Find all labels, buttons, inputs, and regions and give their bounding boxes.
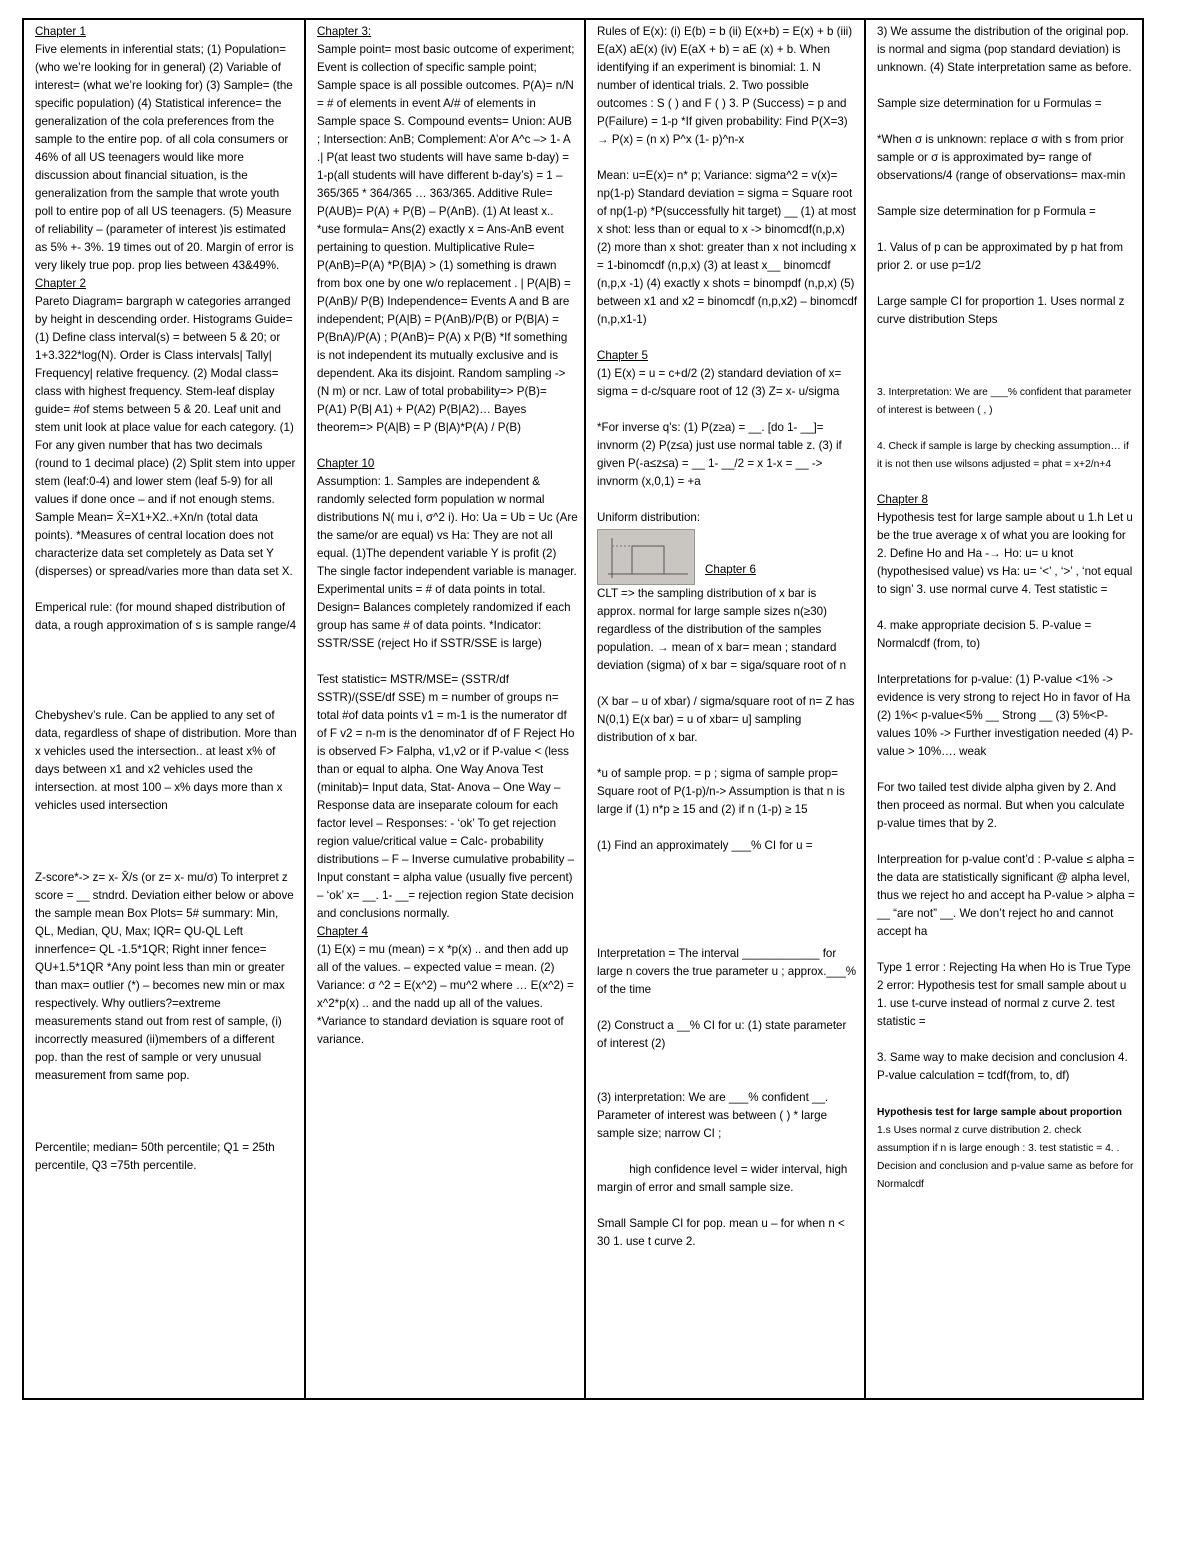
- hypothesis-proportion-title: Hypothesis test for large sample about proportion: [877, 1107, 1122, 1118]
- chapter-4-title: Chapter 4: [317, 925, 368, 938]
- rules-of-expectation: Rules of E(x): (i) E(b) = b (ii) E(x+b) = E(x) + b (iii) E(aX) aE(x) (iv) E(aX + b) = aE (x) + b. When identifying if an experiment is binomial: 1. N number of identical trials. 2. Two possible outcomes : S ( ) and F ( ) 3. P (Success) = p and P(Failure) = 1-p *If given probability: Find P(X=3) → P(x) = (n x) P^x (1- p)^n-x: [597, 25, 856, 146]
- chapter-4-body: (1) E(x) = mu (mean) = x *p(x) .. and then add up all of the values. – expected value = mean. (2) Variance: σ ^2 = E(x^2) – mu^2 where … E(x^2) = x^2*p(x) .. and the nadd up all of the values. *Variance to standard deviation is square root of variance.: [317, 943, 578, 1046]
- large-sample-ci-proportion: Large sample CI for proportion 1. Uses normal z curve distribution Steps: [877, 295, 1128, 326]
- chapter-5-title: Chapter 5: [597, 349, 648, 362]
- high-confidence-note: high confidence level = wider interval, high margin of error and small sample size.: [597, 1163, 851, 1194]
- sigma-unknown: *When σ is unknown: replace σ with s from prior sample or σ is approximated by= range of observations/4 (range of observations= max-min: [877, 133, 1128, 182]
- chapter-8-body: Hypothesis test for large sample about u 1.h Let u be the true average x of what you are looking for 2. Define Ho and Ha -→ Ho: u= u knot (hypothesised value) vs Ha: u= ‘<’ , ‘>’ , ‘not equal to sign’ 3. use normal curve 4. Test statistic =: [877, 511, 1137, 596]
- percentile-section: Percentile; median= 50th percentile; Q1 = 25th percentile, Q3 =75th percentile.: [35, 1141, 278, 1172]
- p-value-interpretations: Interpretations for p-value: (1) P-value <1% -> evidence is very strong to reject Ho in favor of Ha (2) 1%< p-value<5% __ Strong __ (3) 5%<P-values 10% -> Further investigation needed (4) P-value > 10%…. weak: [877, 673, 1134, 758]
- column-3: [586, 20, 866, 1398]
- uniform-distribution-label: Uniform distribution:: [597, 511, 701, 524]
- sample-size-p: Sample size determination for p Formula =: [877, 205, 1096, 218]
- two-tailed-test: For two tailed test divide alpha given by 2. And then proceed as normal. But when you calculate p-value times that by 2.: [877, 781, 1128, 830]
- interpretation-proportion: 3. Interpretation: We are ___% confident that parameter of interest is between ( , ): [877, 387, 1135, 416]
- assumption-section: 3) We assume the distribution of the original pop. is normal and sigma (pop standard deviation) is unknown. (4) State interpretation same as before.: [877, 25, 1133, 74]
- chapter-1-title: Chapter 1: [35, 25, 86, 38]
- column-4: [866, 20, 1142, 1398]
- chapter-3-title: Chapter 3:: [317, 25, 372, 38]
- chapter-6-title: Chapter 6: [705, 563, 756, 576]
- column-1: [24, 20, 306, 1398]
- xbar-section: (X bar – u of xbar) / sigma/square root of n= Z has N(0,1) E(x bar) = u of xbar= u] sampling distribution of x bar.: [597, 695, 858, 744]
- uniform-distribution-sketch: [597, 529, 695, 585]
- decision-section: 4. make appropriate decision 5. P-value = Normalcdf (from, to): [877, 619, 1095, 650]
- hypothesis-proportion-body: 1.s Uses normal z curve distribution 2. check assumption if n is large enough : 3. test statistic = 4. . Decision and conclusion and p-value same as before for Normalcdf: [877, 1125, 1137, 1190]
- interpretation-interval: Interpretation = The interval ____________ for large n covers the true parameter u ; approx.___% of the time: [597, 947, 860, 996]
- phat-section: 1. Valus of p can be approximated by p hat from prior 2. or use p=1/2: [877, 241, 1127, 272]
- type-errors-small-sample: Type 1 error : Rejecting Ha when Ho is True Type 2 error: Hypothesis test for small sample about u 1. use t-curve instead of normal z curve 2. test statistic =: [877, 961, 1134, 1028]
- chapter-2-title: Chapter 2: [35, 277, 86, 290]
- chebyshev-rule: Chebyshev’s rule. Can be applied to any set of data, regardless of shape of distribution. More than x vehicles used the intersection.. at least x% of days between x1 and x2 vehicles used the intersection. at most 100 – x% days more than x vehicles used intersection: [35, 709, 300, 812]
- decision-tcdf: 3. Same way to make decision and conclusion 4. P-value calculation = tcdf(from, to, df): [877, 1051, 1131, 1082]
- small-sample-ci: Small Sample CI for pop. mean u – for when n < 30 1. use t curve 2.: [597, 1217, 849, 1248]
- test-statistic-section: Test statistic= MSTR/MSE= (SSTR/df SSTR)/(SSE/df SSE) m = number of groups n= total #of data points v1 = m-1 is the numerator df of F v2 = n-m is the denominator df of F Reject Ho is observed F> Falpha, v1,v2 or if P-value < (less than or equal to alpha. One Way Anova Test (minitab)= Input data, Stat- Anova – One Way – Response data are inseparate coloum for each factor level – Responses: - ‘ok’ To get rejection region value/critical value = Calc- probability distributions – F – Inverse cumulative probability – Input constant = alpha value (usually five percent) – ‘ok’ x= __. 1- __= rejection region State decision and conclusions normally.: [317, 673, 578, 920]
- uniform-sketch-svg: [598, 530, 694, 584]
- empirical-rule: Emperical rule: (for mound shaped distribution of data, a rough approximation of s is sample range/4: [35, 601, 297, 632]
- interpretation-confident: (3) interpretation: We are ___% confident __. Parameter of interest was between ( ) * large sample size; narrow CI ;: [597, 1091, 832, 1140]
- find-ci: (1) Find an approximately ___% CI for u =: [597, 839, 813, 852]
- chapter-8-title: Chapter 8: [877, 493, 928, 506]
- column-2: [306, 20, 586, 1398]
- chapter-1-body: Five elements in inferential stats; (1) Population= (who we’re looking for in general) (2) Variable of interest= (what we’re looking for) (3) Sample= (the specific population) (4) Statistical inference= the generalization of the cola preferences from the sample to the entire pop. of all cola consumers or 46% of all US teenagers would like more discussion about financial situation, is the generalization from the sample that wrote youth poll to entire pop of all US teenagers. (5) Measure of reliability – (parameter of interest )is estimated as 5% +- 3%. 19 times out of 20. Margin of error is very likely true pop. prop lies between 43&49%.: [35, 43, 297, 272]
- binomial-mean-variance: Mean: u=E(x)= n* p; Variance: sigma^2 = v(x)= np(1-p) Standard deviation = sigma = Square root of np(1-p) *P(successfully hit target) __ (1) at most x shot: less than or equal to x -> binomcdf(n,p,x) (2) more than x shot: greater than x not including x = 1-binomcdf (n,p,x) (3) at least x__ binomcdf (n,p,x -1) (4) exactly x shots = binompdf (n,p,x) (5) between x1 and x2 = binomcdf (n,p,x2) – binomcdf (n,p,x1-1): [597, 169, 861, 326]
- p-value-interpretations-contd: Interpreation for p-value cont’d : P-value ≤ alpha = the data are statistically significant @ alpha level, thus we reject ho and accept ha P-value > alpha = __ “are not” __. We don’t reject ho and cannot accept ha: [877, 853, 1139, 938]
- chapter-6-heading: [705, 529, 858, 579]
- chapter-3-body: Sample point= most basic outcome of experiment; Event is collection of specific sample point; Sample space is all possible outcomes. P(A)= n/N = # of elements in event A/# of elements in Sample space S. Compound events= Union: AUB ; Intersection: AnB; Complement: A’or A^c –> 1- A .| P(at least two students will have same b-day) = 1-p(all students will have different b-day’s) = 1 – 365/365 * 364/365 … 363/365. Additive Rule= P(AUB)= P(A) + P(B) – P(AnB). (1) At least x.. *use formula= Ans(2) exactly x = Ans-AnB event pertaining to question. Multiplicative Rule= P(AnB)=P(A) *P(B|A) > (1) something is drawn from box one by one w/o replacement . | P(A|B) = P(AnB)/ P(B) Independence= Events A and B are independent; P(A|B) = P(AnB)/P(B) or P(B|A) = P(BnA)/P(A) ; P(AnB)= P(A) x P(B) *If something is not independent its mutually exclusive and is dependent. Aka its disjoint. Random sampling -> (N m) or ncr. Law of total probability=> P(B)= P(A1) P(B| A1) + P(A2) P(B|A2)… Bayes theorem=> P(A|B) = P (B|A)*P(A) / P(B): [317, 43, 578, 434]
- chapter-5-body: (1) E(x) = u = c+d/2 (2) standard deviation of x= sigma = d-c/square root of 12 (3) Z= x- u/sigma: [597, 367, 845, 398]
- sample-size-u: Sample size determination for u Formulas =: [877, 97, 1102, 110]
- chapter-10-title: Chapter 10: [317, 457, 375, 470]
- z-score-section: Z-score*-> z= x- X̄/s (or z= x- mu/σ) To interpret z score = __ stndrd. Deviation either below or above the sample mean Box Plots= 5# summary: Min, QL, Median, QU, Max; IQR= QU-QL Left innerfence= QL -1.5*1QR; Right inner fence= QU+1.5*1QR *Any point less than min or greater than max= outlier (*) – becomes new min or max respectively. Why outliers?=extreme measurements stand out from rest of sample, (i) incorrectly measured (ii)members of a different pop. than the rest of sample or very unusual measurement from same pop.: [35, 871, 297, 1082]
- cheat-sheet: [22, 18, 1144, 1400]
- chapter-10-body: Assumption: 1. Samples are independent & randomly selected form population w normal distributions N( mu i, σ^2 i). Ho: Ua = Ub = Uc (Are the same/or are equal) vs Ha: They are not all equal. (1)The dependent variable Y is profit (2) The single factor independent variable is manager. Experimental units = # of data points in total. Design= Balances completely randomized if each group has same # of data points. *Indicator: SSTR/SSE (reject Ho if SSTR/SSE is large): [317, 475, 581, 650]
- sample-proportion: *u of sample prop. = p ; sigma of sample prop= Square root of P(1-p)/n-> Assumption is that n is large if (1) n*p ≥ 15 and (2) if n (1-p) ≥ 15: [597, 767, 849, 816]
- chapter-6-body: CLT => the sampling distribution of x bar is approx. normal for large sample sizes n(≥30) regardless of the distribution of the samples population. → mean of x bar= mean ; standard deviation (sigma) of x bar = siga/square root of n: [597, 587, 847, 672]
- check-large-sample: 4. Check if sample is large by checking assumption… if it is not then use wilsons adjusted = phat = x+2/n+4: [877, 441, 1132, 470]
- chapter-2-body: Pareto Diagram= bargraph w categories arranged by height in descending order. Histograms Guide= (1) Define class interval(s) = between 5 & 20; or 1+3.322*log(N). Order is Class intervals| Tally| Frequency| relative frequency. (2) Modal class= class with highest frequency. Stem-leaf display guide= #of stems between 5 & 20. Leaf unit and stem unit look at place value for each category. (1) For any given number that has two decimals (round to 1 decimal place) (2) Split stem into upper stem (leaf:0-4) and lower stem (leaf 5-9) for all values if done once – and if not enough stems. Sample Mean= X̄=X1+X2..+Xn/n (total data points). *Measures of central location does not characterize data set completely as Data set Y (disperses) or spread/varies more than data set X.: [35, 295, 299, 578]
- inverse-normal: *For inverse q’s: (1) P(z≥a) = __. [do 1- __]= invnorm (2) P(z≤a) just use normal table z. (3) if given P(-a≤z≤a) = __ 1- __/2 = x 1-x = __ -> invnorm (x,0,1) = +a: [597, 421, 845, 488]
- construct-ci: (2) Construct a __% CI for u: (1) state parameter of interest (2): [597, 1019, 850, 1050]
- uniform-row: [597, 529, 858, 585]
